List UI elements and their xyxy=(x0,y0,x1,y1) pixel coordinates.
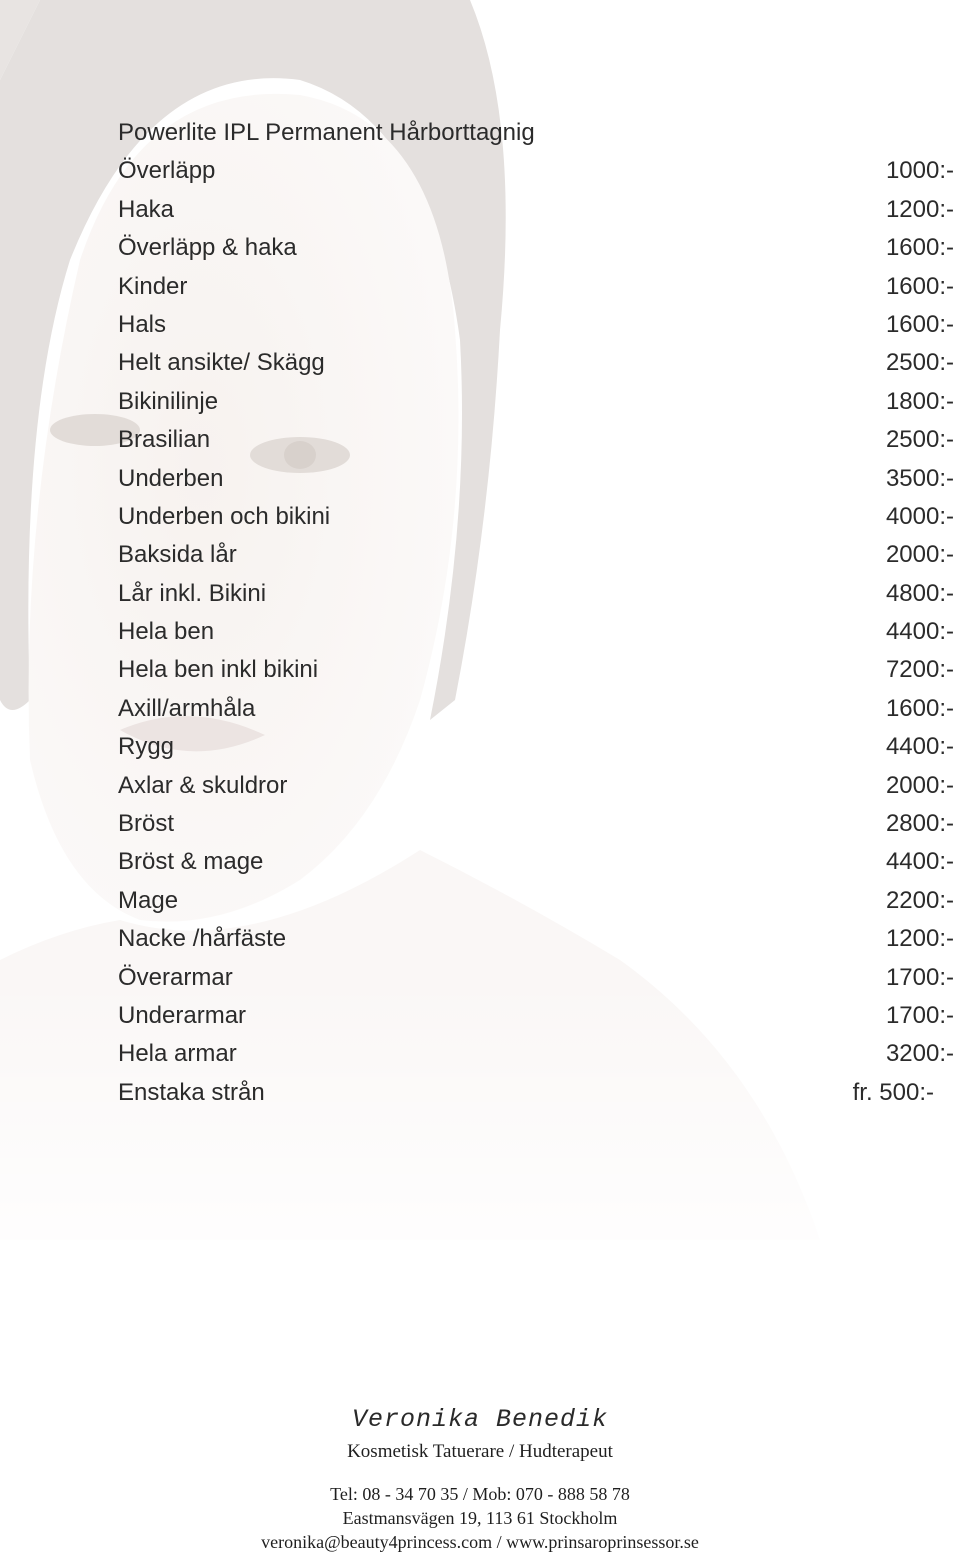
treatment-name: Rygg xyxy=(118,733,175,761)
treatment-name: Brasilian xyxy=(118,426,211,454)
price-row xyxy=(118,1074,954,1112)
price-row xyxy=(118,843,954,881)
treatment-price: 1200:- xyxy=(885,195,954,223)
price-row xyxy=(118,306,954,344)
treatment-price: 2000:- xyxy=(885,541,954,569)
footer-web: veronika@beauty4princess.com / www.prinsaroprinsessor.se xyxy=(261,1532,699,1552)
treatment-price: 4800:- xyxy=(885,579,954,607)
treatment-name: Baksida lår xyxy=(118,541,237,569)
treatment-price: 1200:- xyxy=(885,925,954,953)
treatment-name: Hela ben xyxy=(118,618,215,646)
treatment-price: 3500:- xyxy=(885,464,954,492)
treatment-name: Mage xyxy=(118,886,179,914)
treatment-name: Underarmar xyxy=(118,1001,247,1029)
treatment-name: Överarmar xyxy=(118,963,233,991)
footer-address: Eastmansvägen 19, 113 61 Stockholm xyxy=(342,1508,618,1528)
price-row xyxy=(118,344,954,382)
treatment-name: Överläpp & haka xyxy=(118,234,297,262)
treatment-price: 4400:- xyxy=(885,733,954,761)
treatment-price: 1000:- xyxy=(885,157,954,185)
treatment-name: Hela ben inkl bikini xyxy=(118,656,319,684)
footer-name: Veronika Benedik xyxy=(351,1405,609,1434)
treatment-name: Bikinilinje xyxy=(118,387,219,415)
treatment-price: 3200:- xyxy=(885,1040,954,1068)
price-row xyxy=(118,575,954,613)
price-row xyxy=(118,421,954,459)
price-row xyxy=(118,959,954,997)
price-row xyxy=(118,767,954,805)
treatment-price: 2200:- xyxy=(885,886,954,914)
footer-phone: Tel: 08 - 34 70 35 / Mob: 070 - 888 58 78 xyxy=(330,1484,630,1504)
treatment-price: 1700:- xyxy=(885,1001,954,1029)
price-row xyxy=(118,882,954,920)
price-list-title: Powerlite IPL Permanent Hårborttagnig xyxy=(118,119,535,146)
price-row xyxy=(118,805,954,843)
price-rows xyxy=(118,152,954,1112)
treatment-name: Lår inkl. Bikini xyxy=(118,579,267,607)
price-row xyxy=(118,920,954,958)
treatment-name: Bröst & mage xyxy=(118,848,264,876)
treatment-price: 2000:- xyxy=(885,771,954,799)
treatment-name: Axill/armhåla xyxy=(118,694,256,722)
price-row xyxy=(118,460,954,498)
treatment-price: 7200:- xyxy=(885,656,954,684)
treatment-name: Bröst xyxy=(118,810,175,838)
treatment-name: Hela armar xyxy=(118,1040,237,1068)
treatment-name: Helt ansikte/ Skägg xyxy=(118,349,325,377)
treatment-name: Enstaka strån xyxy=(118,1078,265,1106)
treatment-name: Underben och bikini xyxy=(118,502,331,530)
treatment-name: Hals xyxy=(118,310,167,338)
price-row xyxy=(118,191,954,229)
price-row xyxy=(118,383,954,421)
treatment-price: 1600:- xyxy=(885,234,954,262)
treatment-price: 1600:- xyxy=(885,272,954,300)
price-row xyxy=(118,613,954,651)
treatment-price: 1800:- xyxy=(885,387,954,415)
treatment-price: 1600:- xyxy=(885,694,954,722)
treatment-price: 1600:- xyxy=(885,310,954,338)
treatment-price: 2500:- xyxy=(885,426,954,454)
treatment-name: Kinder xyxy=(118,272,188,300)
treatment-price: fr. 500:- xyxy=(852,1078,934,1106)
price-row xyxy=(118,1035,954,1073)
treatment-name: Axlar & skuldror xyxy=(118,771,288,799)
price-row xyxy=(118,690,954,728)
price-row xyxy=(118,268,954,306)
price-row xyxy=(118,498,954,536)
treatment-name: Överläpp xyxy=(118,157,216,185)
treatment-name: Haka xyxy=(118,195,175,223)
price-row xyxy=(118,536,954,574)
treatment-price: 2500:- xyxy=(885,349,954,377)
treatment-price: 2800:- xyxy=(885,810,954,838)
treatment-price: 1700:- xyxy=(885,963,954,991)
footer-role: Kosmetisk Tatuerare / Hudterapeut xyxy=(347,1441,613,1462)
price-row xyxy=(118,229,954,267)
price-list xyxy=(118,114,954,1112)
treatment-price: 4000:- xyxy=(885,502,954,530)
price-row xyxy=(118,651,954,689)
treatment-name: Underben xyxy=(118,464,224,492)
footer xyxy=(0,1396,960,1554)
treatment-name: Nacke /hårfäste xyxy=(118,925,287,953)
price-row xyxy=(118,152,954,190)
treatment-price: 4400:- xyxy=(885,618,954,646)
price-row xyxy=(118,728,954,766)
price-row xyxy=(118,997,954,1035)
treatment-price: 4400:- xyxy=(885,848,954,876)
